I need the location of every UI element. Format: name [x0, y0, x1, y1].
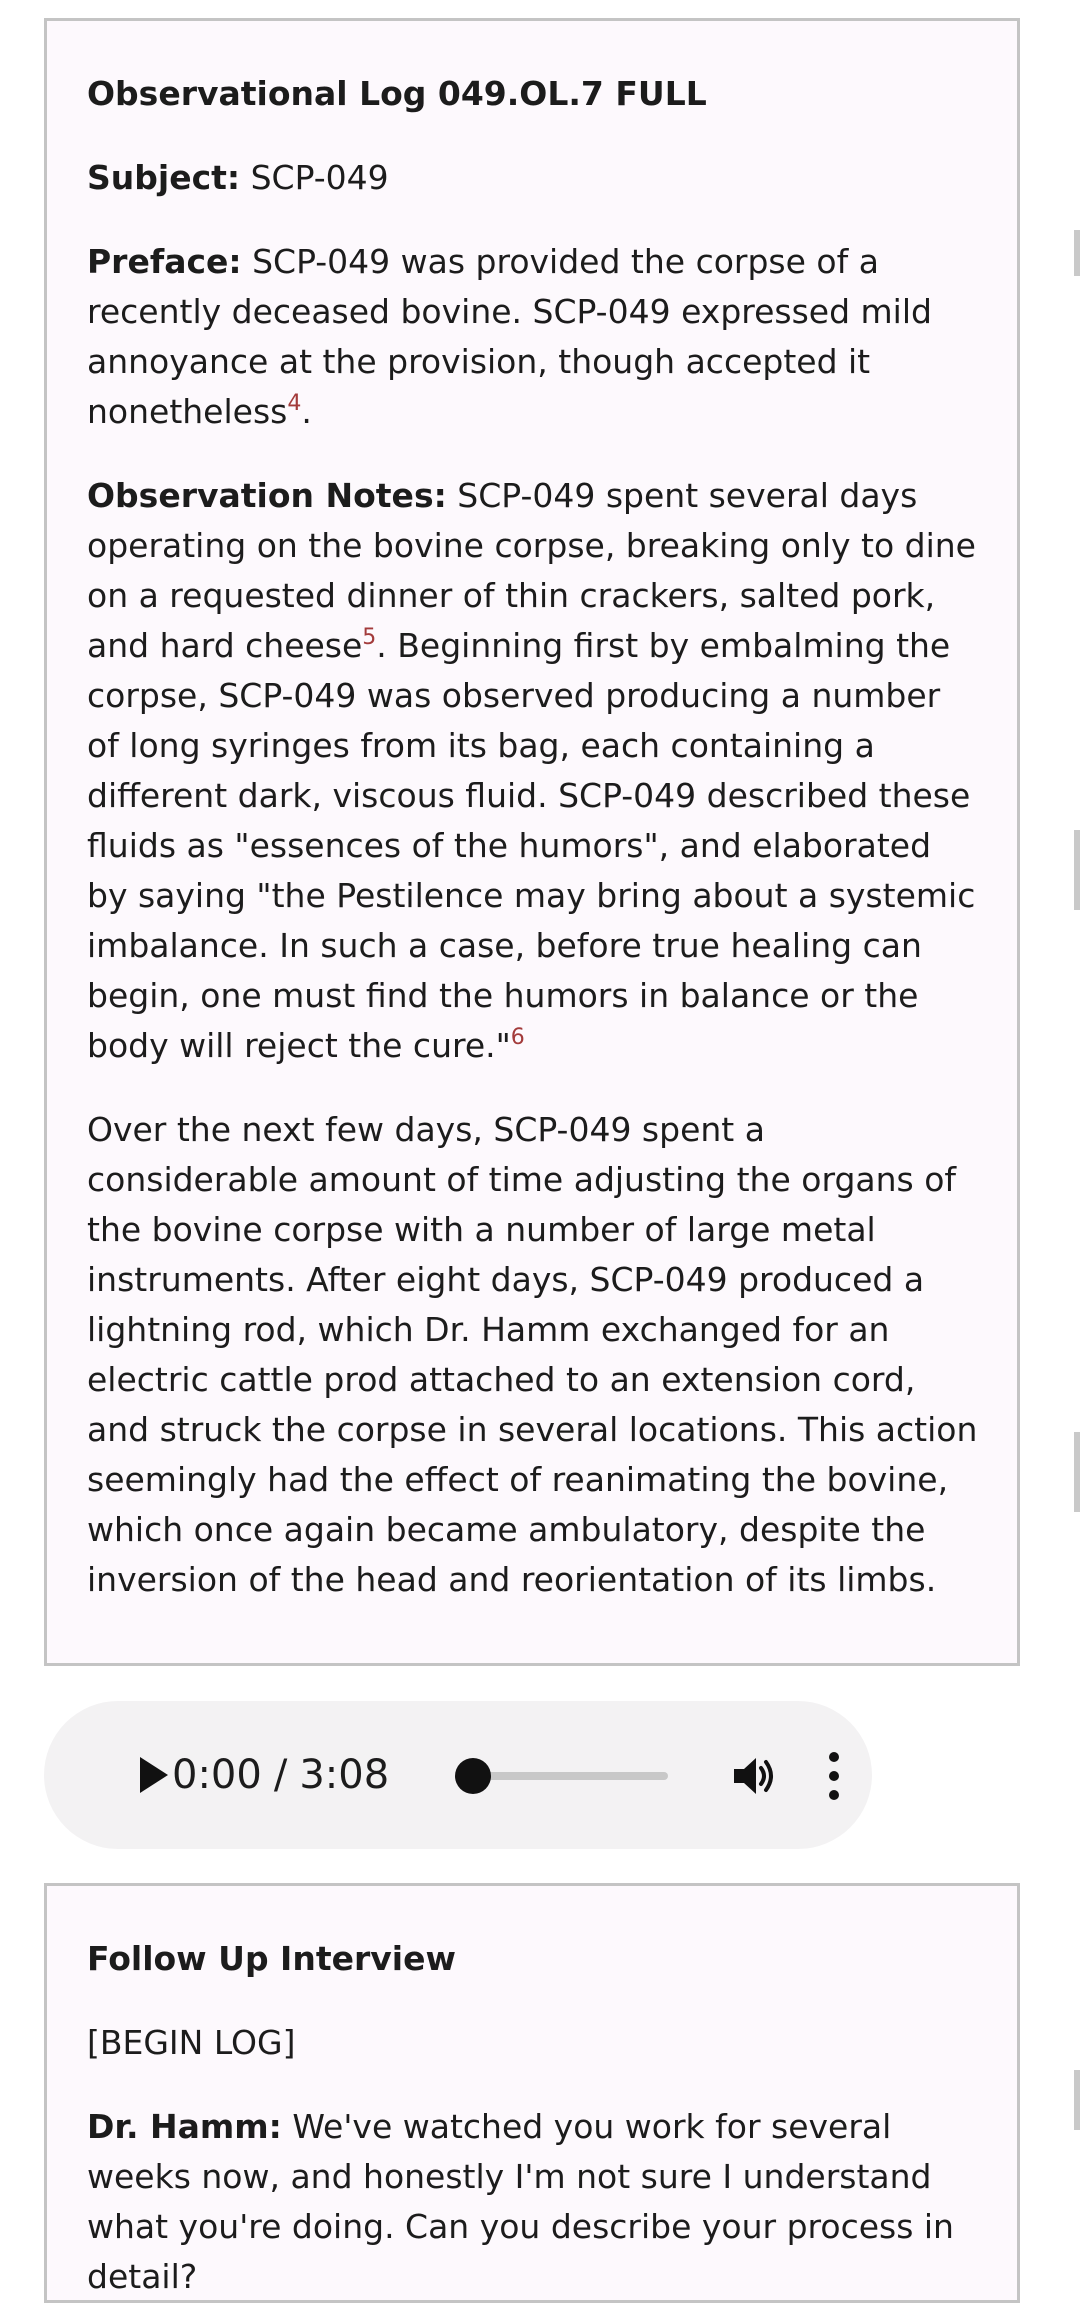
footnote-link-4[interactable]: 4 — [287, 391, 302, 416]
time-display — [172, 1749, 389, 1801]
progress-slider[interactable] — [468, 1772, 668, 1780]
subject-label: Subject: — [87, 158, 241, 197]
observation-notes-text-cont: . Beginning first by embalming the corpse, SCP-049 was observed producing a number of long syringes from its bag, each containing a different dark, viscous fluid. SCP-049 described these fluids as "essences of the humors", and elaborated by saying "the Pestilence may bring about a systemic imbalance. In such a case, before true healing can begin, one must find the humors in balance or the body will reject the cure." — [87, 626, 976, 1065]
observation-paragraph-2: Over the next few days, SCP-049 spent a considerable amount of time adjusting the organs of the bovine corpse with a number of large metal instruments. After eight days, SCP-049 produced a lightning rod, which Dr. Hamm exchanged for an electric cattle prod attached to an extension cord, and struck the corpse in several locations. This action seemingly had the effect of reanimating the bovine, which once again became ambulatory, despite the inversion of the head and reorientation of its limbs. — [87, 1110, 978, 1599]
preface-paragraph: Preface: SCP-049 was provided the corpse of a recently deceased bovine. SCP-049 expressed mild annoyance at the provision, though accepted it nonetheless$^4$. — [87, 242, 932, 431]
audio-player — [44, 1701, 872, 1849]
footnote-link-5[interactable]: 5 — [362, 625, 377, 650]
edge-decoration — [1074, 830, 1080, 910]
observation-notes-label: Observation Notes: — [87, 476, 447, 515]
more-vertical-icon[interactable] — [828, 1752, 840, 1800]
follow-up-interview-box — [44, 1883, 1020, 2303]
begin-log-marker: [BEGIN LOG] — [87, 2023, 296, 2062]
follow-up-title: Follow Up Interview — [87, 1939, 456, 1978]
footnote-link-6[interactable]: 6 — [510, 1025, 525, 1050]
time-separator: / — [273, 1752, 288, 1798]
observational-log-box — [44, 18, 1020, 1666]
subject-value: SCP-049 — [250, 158, 389, 197]
current-time: 0:00 — [172, 1752, 262, 1798]
speaker-label: Dr. Hamm: — [87, 2107, 282, 2146]
log-title: Observational Log 049.OL.7 FULL — [87, 74, 707, 113]
progress-thumb[interactable] — [455, 1758, 491, 1794]
interview-line — [87, 2102, 979, 2302]
speaker-text: We've watched you work for several weeks now, and honestly I'm not sure I understand what you're doing. Can you describe your process in detail? — [87, 2107, 954, 2296]
edge-decoration — [1074, 2070, 1080, 2130]
volume-icon[interactable] — [730, 1754, 778, 1798]
preface-label: Preface: — [87, 242, 242, 281]
edge-decoration — [1074, 230, 1080, 276]
play-icon[interactable] — [140, 1757, 168, 1793]
observation-notes-paragraph — [87, 471, 979, 1071]
subject-paragraph — [87, 153, 979, 203]
preface-text: SCP-049 was provided the corpse of a recently deceased bovine. SCP-049 expressed mild annoyance at the provision, though accepted it nonetheless — [87, 242, 932, 431]
edge-decoration — [1074, 1432, 1080, 1512]
observation-notes-text: SCP-049 spent several days operating on the bovine corpse, breaking only to dine on a requested dinner of thin crackers, salted pork, and hard cheese — [87, 476, 976, 665]
duration: 3:08 — [299, 1752, 390, 1798]
